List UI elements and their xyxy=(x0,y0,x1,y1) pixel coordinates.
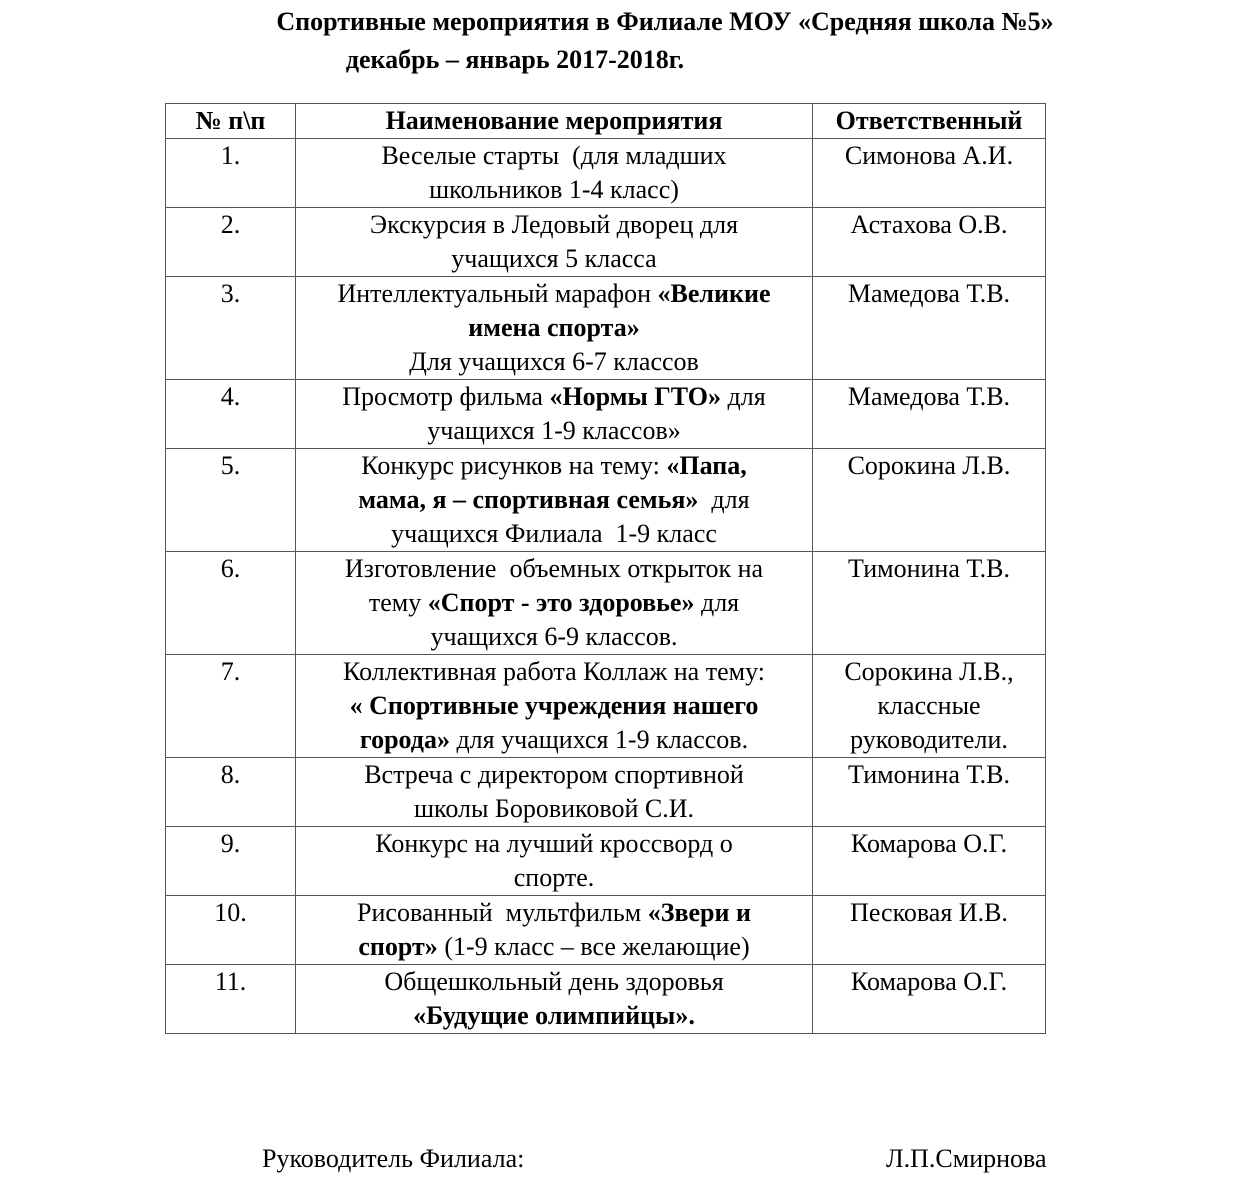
table-row xyxy=(166,827,1046,896)
event-name-line xyxy=(300,999,808,1033)
event-name-text: Изготовление объемных открыток на xyxy=(344,554,764,583)
event-name-line xyxy=(300,896,808,930)
event-name-text: для xyxy=(698,485,750,514)
event-name xyxy=(296,380,813,449)
event-name-line xyxy=(300,689,808,723)
responsible-person xyxy=(813,449,1046,552)
footer-signature-label: Руководитель Филиала: xyxy=(262,1144,525,1173)
event-name-line xyxy=(300,449,808,483)
responsible-person xyxy=(813,655,1046,758)
event-name-text: Общешкольный день здоровья xyxy=(384,967,724,996)
event-name-text: школьников 1-4 класс) xyxy=(429,175,679,204)
table-row xyxy=(166,277,1046,380)
row-number: 4. xyxy=(166,380,296,449)
responsible-line: Астахова О.В. xyxy=(850,210,1008,239)
event-name-bold-text: «Будущие олимпийцы». xyxy=(413,1001,695,1030)
event-name-bold-text: «Папа, xyxy=(666,451,747,480)
event-name-text: Коллективная работа Коллаж на тему: xyxy=(343,657,765,686)
document-subtitle-period: декабрь – январь 2017-2018г. xyxy=(345,45,685,74)
event-name-text: Экскурсия в Ледовый дворец для xyxy=(369,210,739,239)
event-name-text: учащихся 6-9 классов. xyxy=(430,622,678,651)
event-name-bold-text: «Спорт - это здоровье» xyxy=(427,588,695,617)
header-number: № п\п xyxy=(166,104,296,139)
table-row xyxy=(166,208,1046,277)
event-name-line xyxy=(300,723,808,757)
responsible-line: Мамедова Т.В. xyxy=(847,382,1011,411)
event-name-line xyxy=(300,380,808,414)
event-name-text: спорте. xyxy=(513,863,595,892)
table-row xyxy=(166,552,1046,655)
responsible-person xyxy=(813,965,1046,1034)
event-name-text: Встреча с директором спортивной xyxy=(364,760,744,789)
event-name-text: Просмотр фильма xyxy=(342,382,550,411)
responsible-line: Комарова О.Г. xyxy=(850,829,1008,858)
event-name-line xyxy=(300,620,808,654)
responsible-line: Мамедова Т.В. xyxy=(847,279,1011,308)
event-name xyxy=(296,965,813,1034)
row-number: 5. xyxy=(166,449,296,552)
event-name-line xyxy=(300,277,808,311)
responsible-person xyxy=(813,758,1046,827)
event-name xyxy=(296,552,813,655)
table-row xyxy=(166,655,1046,758)
event-name-text: для xyxy=(721,382,766,411)
responsible-person xyxy=(813,277,1046,380)
table-row xyxy=(166,758,1046,827)
event-name-bold-text: «Нормы ГТО» xyxy=(549,382,722,411)
responsible-person xyxy=(813,896,1046,965)
event-name-line xyxy=(300,552,808,586)
document-title: Спортивные мероприятия в Филиале МОУ «Средняя школа №5» xyxy=(276,7,1054,36)
event-name-text: учащихся 5 класса xyxy=(451,244,657,273)
event-name-line xyxy=(300,345,808,379)
event-name-line xyxy=(300,517,808,551)
event-name-text: учащихся Филиала 1-9 класс xyxy=(391,519,717,548)
event-name xyxy=(296,758,813,827)
event-name-bold-text: спорт» xyxy=(358,932,438,961)
event-name-line xyxy=(300,827,808,861)
event-name-text: учащихся 1-9 классов» xyxy=(427,416,681,445)
event-name-text: Рисованный мультфильм xyxy=(357,898,648,927)
responsible-line: Тимонина Т.В. xyxy=(847,760,1010,789)
event-name-text: Веселые старты (для младших xyxy=(381,141,727,170)
row-number: 11. xyxy=(166,965,296,1034)
row-number: 1. xyxy=(166,139,296,208)
table-header-row xyxy=(166,104,1046,139)
responsible-person xyxy=(813,827,1046,896)
event-name-text: для xyxy=(694,588,740,617)
event-name-bold-text: города» xyxy=(359,725,450,754)
event-name-bold-text: «Великие xyxy=(657,279,771,308)
event-name-text: для учащихся 1-9 классов. xyxy=(449,725,749,754)
row-number: 6. xyxy=(166,552,296,655)
event-name-line xyxy=(300,758,808,792)
event-name-bold-text: имена спорта» xyxy=(468,313,640,342)
responsible-person xyxy=(813,139,1046,208)
event-name-line xyxy=(300,208,808,242)
event-name-line xyxy=(300,930,808,964)
event-name-text: (1-9 класс – все желающие) xyxy=(437,932,750,961)
event-name-text: Конкурс рисунков на тему: xyxy=(361,451,667,480)
row-number: 10. xyxy=(166,896,296,965)
table-row xyxy=(166,139,1046,208)
row-number: 7. xyxy=(166,655,296,758)
event-name-text: школы Боровиковой С.И. xyxy=(414,794,694,823)
responsible-line: Симонова А.И. xyxy=(844,141,1014,170)
event-name-line xyxy=(300,242,808,276)
event-name-line xyxy=(300,173,808,207)
event-name-bold-text: «Звери и xyxy=(647,898,751,927)
event-name xyxy=(296,655,813,758)
event-name-line xyxy=(300,311,808,345)
event-name-line xyxy=(300,586,808,620)
responsible-line: Тимонина Т.В. xyxy=(847,554,1010,583)
event-name-bold-text: мама, я – спортивная семья» xyxy=(358,485,699,514)
table-row xyxy=(166,449,1046,552)
table-body xyxy=(166,139,1046,1034)
event-name-line xyxy=(300,139,808,173)
event-name-line xyxy=(300,965,808,999)
table-row xyxy=(166,896,1046,965)
event-name xyxy=(296,896,813,965)
event-name xyxy=(296,449,813,552)
table-row xyxy=(166,380,1046,449)
responsible-line: Песковая И.В. xyxy=(850,898,1008,927)
table-row xyxy=(166,965,1046,1034)
responsible-line: руководители. xyxy=(850,725,1008,754)
event-name-line xyxy=(300,861,808,895)
responsible-person xyxy=(813,552,1046,655)
header-responsible: Ответственный xyxy=(813,104,1046,139)
row-number: 3. xyxy=(166,277,296,380)
event-name-line xyxy=(300,655,808,689)
row-number: 9. xyxy=(166,827,296,896)
row-number: 2. xyxy=(166,208,296,277)
event-name xyxy=(296,139,813,208)
events-table xyxy=(165,103,1046,1034)
event-name xyxy=(296,208,813,277)
row-number: 8. xyxy=(166,758,296,827)
responsible-line: Комарова О.Г. xyxy=(850,967,1008,996)
responsible-line: классные xyxy=(877,691,981,720)
event-name xyxy=(296,277,813,380)
event-name-bold-text: « Спортивные учреждения нашего xyxy=(349,691,759,720)
event-name xyxy=(296,827,813,896)
responsible-person xyxy=(813,208,1046,277)
responsible-line: Сорокина Л.В. xyxy=(847,451,1011,480)
event-name-line xyxy=(300,414,808,448)
event-name-text: Для учащихся 6-7 классов xyxy=(409,347,699,376)
event-name-text: тему xyxy=(368,588,428,617)
responsible-line: Сорокина Л.В., xyxy=(844,657,1014,686)
event-name-line xyxy=(300,483,808,517)
footer-signatory-name: Л.П.Смирнова xyxy=(886,1144,1047,1173)
responsible-person xyxy=(813,380,1046,449)
event-name-line xyxy=(300,792,808,826)
event-name-text: Конкурс на лучший кроссворд о xyxy=(375,829,733,858)
event-name-text: Интеллектуальный марафон xyxy=(337,279,658,308)
header-event-name: Наименование мероприятия xyxy=(296,104,813,139)
